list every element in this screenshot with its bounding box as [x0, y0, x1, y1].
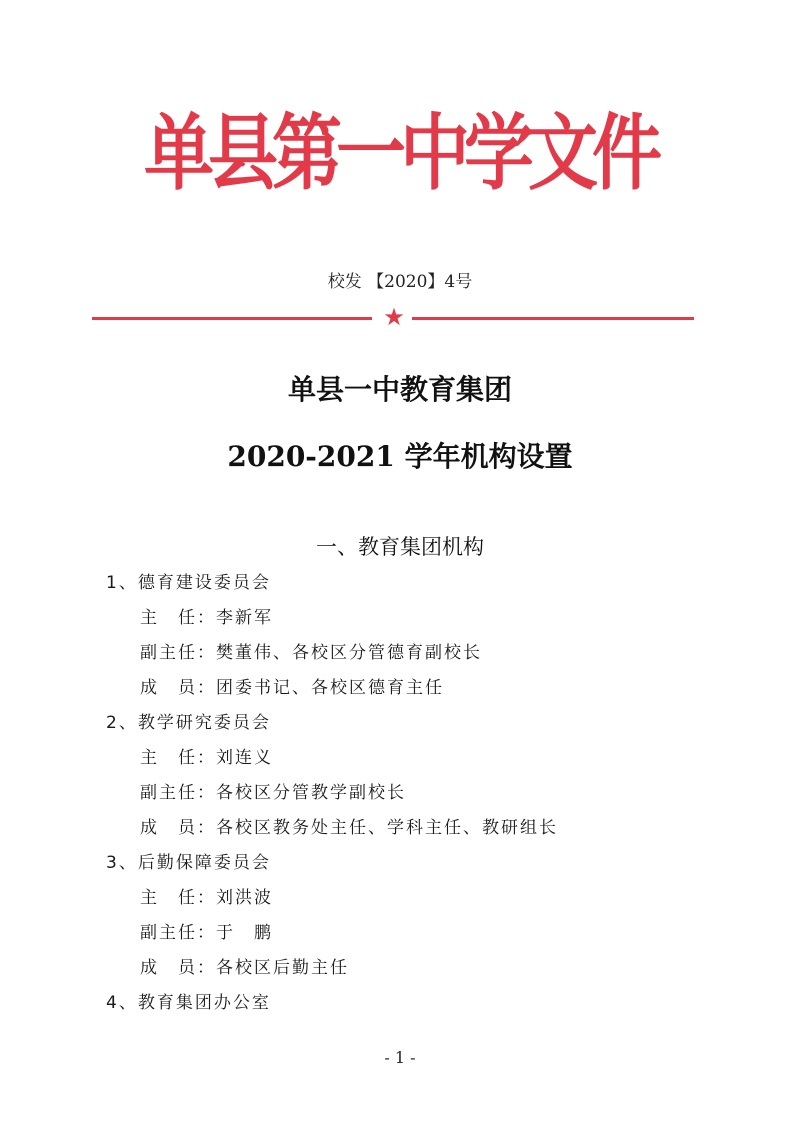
role-value: 刘洪波 — [216, 888, 273, 908]
role-label: 副主任： — [140, 643, 216, 663]
role-row — [106, 741, 726, 776]
document-header-title: 单县第一中学文件 — [144, 104, 656, 202]
role-row — [106, 776, 726, 811]
role-row — [106, 916, 726, 951]
role-row — [106, 881, 726, 916]
role-value: 刘连义 — [216, 748, 273, 768]
divider-line-left — [92, 317, 372, 320]
main-title-line1: 单县一中教育集团 — [287, 373, 512, 406]
role-label: 副主任： — [140, 783, 216, 803]
role-label: 主 任： — [140, 608, 216, 628]
role-value: 于 鹏 — [216, 923, 273, 943]
org-item: 1、德育建设委员会 — [106, 573, 271, 593]
role-value: 各校区分管教学副校长 — [216, 783, 406, 803]
role-value: 李新军 — [216, 608, 273, 628]
star-icon: ★ — [383, 303, 405, 331]
role-row — [106, 601, 726, 636]
role-label: 成 员： — [140, 678, 216, 698]
role-label: 副主任： — [140, 923, 216, 943]
document-number: 校发 【2020】4号 — [327, 272, 473, 292]
org-item: 2、教学研究委员会 — [106, 713, 271, 733]
role-value: 各校区教务处主任、学科主任、教研组长 — [216, 818, 558, 838]
role-label: 成 员： — [140, 818, 216, 838]
organization-list — [106, 566, 726, 1021]
role-row — [106, 636, 726, 671]
main-title-line2: 2020-2021 学年机构设置 — [227, 440, 573, 473]
role-label: 主 任： — [140, 888, 216, 908]
role-value: 团委书记、各校区德育主任 — [216, 678, 444, 698]
role-row — [106, 811, 726, 846]
role-label: 主 任： — [140, 748, 216, 768]
red-divider — [92, 303, 694, 331]
org-item: 3、后勤保障委员会 — [106, 853, 271, 873]
page-number: - 1 - — [384, 1048, 416, 1067]
divider-line-right — [412, 317, 694, 320]
role-label: 成 员： — [140, 958, 216, 978]
org-item: 4、教育集团办公室 — [106, 993, 271, 1013]
section-title: 一、教育集团机构 — [316, 535, 484, 559]
role-value: 樊董伟、各校区分管德育副校长 — [216, 643, 482, 663]
role-value: 各校区后勤主任 — [216, 958, 349, 978]
role-row — [106, 951, 726, 986]
role-row — [106, 671, 726, 706]
